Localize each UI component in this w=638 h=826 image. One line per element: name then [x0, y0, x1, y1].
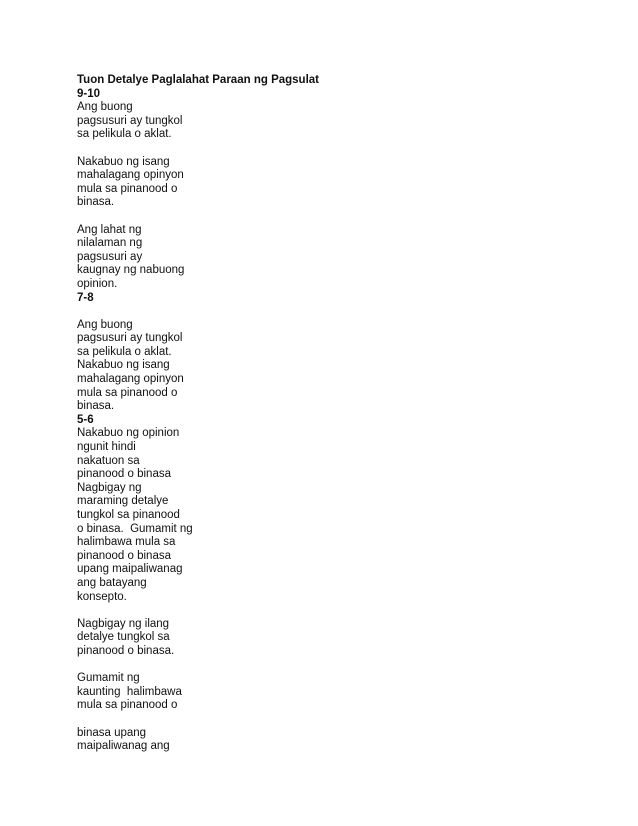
text-line: nakatuon sa	[77, 454, 140, 467]
text-line: sa pelikula o aklat.	[77, 128, 172, 141]
text-line: pinanood o binasa.	[77, 644, 175, 657]
blank-line	[77, 210, 377, 224]
text-line: mahalagang opinyon	[77, 373, 184, 386]
paragraph	[77, 224, 377, 292]
text-line: Ang buong	[77, 318, 133, 331]
blank-line	[77, 659, 377, 673]
text-line: ngunit hindi	[77, 441, 136, 454]
text-line: Nakabuo ng isang	[77, 359, 170, 372]
text-line: Ang lahat ng	[77, 223, 142, 236]
text-line: o binasa. Gumamit ng	[77, 522, 193, 535]
text-line: Nagbigay ng ilang	[77, 617, 170, 630]
text-line: tungkol sa pinanood	[77, 509, 180, 521]
document-content	[77, 74, 377, 754]
blank-line	[77, 305, 377, 319]
paragraph	[77, 672, 377, 713]
text-line: mahalagang opinyon	[77, 169, 184, 182]
score-heading-7-8: 7-8	[77, 291, 94, 304]
paragraph	[77, 319, 377, 414]
text-line: pagsusuri ay tungkol	[77, 114, 183, 127]
text-line: binasa upang	[77, 726, 147, 739]
text-line: konsepto.	[77, 590, 127, 603]
text-line: mula sa pinanood o	[77, 386, 178, 399]
paragraph	[77, 727, 377, 754]
text-line: Nakabuo ng opinion	[77, 427, 180, 440]
text-line: maipaliwanag ang	[77, 740, 170, 753]
text-line: upang maipaliwanag	[77, 563, 183, 576]
paragraph	[77, 156, 377, 210]
score-heading-9-10: 9-10	[77, 87, 101, 100]
text-line: mula sa pinanood o	[77, 182, 178, 195]
text-line: Ang buong	[77, 101, 133, 114]
text-line: Nakabuo ng isang	[77, 155, 170, 168]
score-heading-5-6: 5-6	[77, 413, 94, 426]
text-line: binasa.	[77, 196, 115, 209]
text-line: maraming detalye	[77, 495, 169, 508]
text-line: binasa.	[77, 400, 115, 413]
text-line: nilalaman ng	[77, 237, 143, 250]
text-line: detalye tungkol sa	[77, 631, 170, 644]
text-line: ang batayang	[77, 576, 147, 589]
text-line: mula sa pinanood o	[77, 699, 178, 712]
paragraph	[77, 427, 377, 604]
blank-line	[77, 604, 377, 618]
text-line: halimbawa mula sa	[77, 536, 176, 549]
text-line: kaunting halimbawa	[77, 685, 182, 698]
text-line: pinanood o binasa	[77, 549, 171, 562]
text-line: Nagbigay ng	[77, 481, 142, 494]
paragraph	[77, 618, 377, 659]
text-line: sa pelikula o aklat.	[77, 345, 172, 358]
text-line: kaugnay ng nabuong	[77, 264, 185, 277]
blank-line	[77, 713, 377, 727]
text-line: opinion.	[77, 277, 118, 290]
text-line: pagsusuri ay tungkol	[77, 332, 183, 345]
blank-line	[77, 142, 377, 156]
text-line: pagsusuri ay	[77, 250, 143, 263]
document-header: Tuon Detalye Paglalahat Paraan ng Pagsulat	[77, 74, 319, 86]
paragraph	[77, 101, 377, 142]
text-line: pinanood o binasa	[77, 468, 171, 481]
text-line: Gumamit ng	[77, 672, 140, 685]
